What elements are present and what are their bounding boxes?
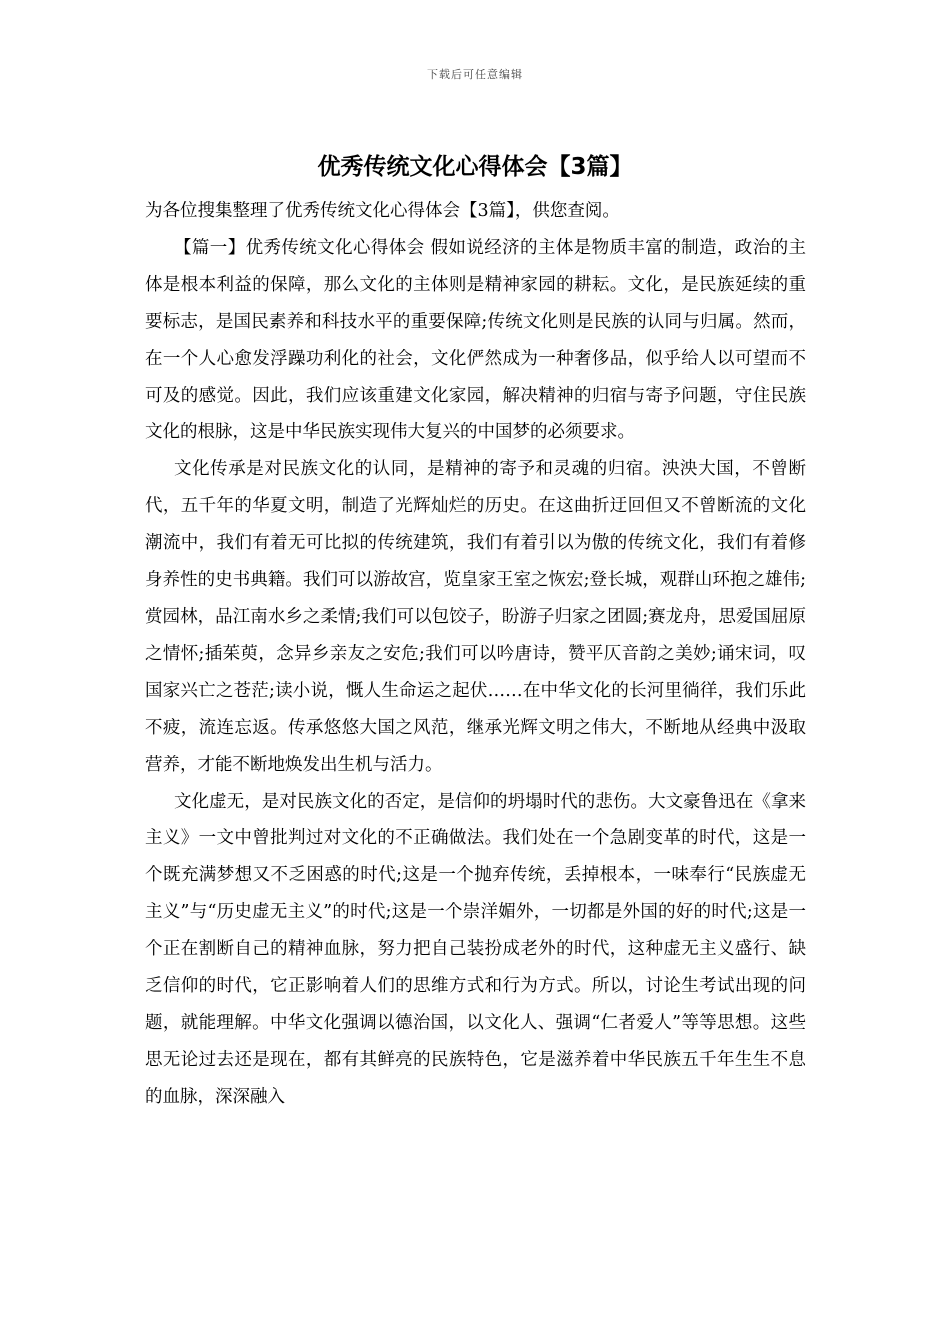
body-paragraph: 文化虚无，是对民族文化的否定，是信仰的坍塌时代的悲伤。大文豪鲁迅在《拿来主义》一文中曾批判过对文化的不正确做法。我们处在一个急剧变革的时代，这是一个既充满梦想又不乏困惑的时代;这是一个抛弃传统，丢掉根本，一味奉行“民族虚无主义”与“历史虚无主义”的时代;这是一个崇洋媚外，一切都是外国的好的时代;这是一个正在割断自己的精神血脉，努力把自己装扮成老外的时代，这种虚无主义盛行、缺乏信仰的时代，它正影响着人们的思维方式和行为方式。所以，讨论生考试出现的问题，就能理解。中华文化强调以德治国，以文化人、强调“仁者爱人”等等思想。这些思无论过去还是现在，都有其鲜亮的民族特色，它是滋养着中华民族五千年生生不息的血脉，深深融入	[145, 791, 806, 1107]
document-body	[145, 193, 806, 1116]
body-paragraph: 【篇一】优秀传统文化心得体会 假如说经济的主体是物质丰富的制造，政治的主体是根本利益的保障，那么文化的主体则是精神家园的耕耘。文化，是民族延续的重要标志，是国民素养和科技水平的重要保障;传统文化则是民族的认同与归属。然而，在一个人心愈发浮躁功利化的社会，文化俨然成为一种奢侈品，似乎给人以可望而不可及的感觉。因此，我们应该重建文化家园，解决精神的归宿与寄予问题，守住民族文化的根脉，这是中华民族实现伟大复兴的中国梦的必须要求。	[145, 237, 806, 443]
intro-paragraph: 为各位搜集整理了优秀传统文化心得体会【3篇】，供您查阅。	[145, 201, 620, 221]
body-paragraph: 文化传承是对民族文化的认同，是精神的寄予和灵魂的归宿。泱泱大国，不曾断代，五千年的华夏文明，制造了光辉灿烂的历史。在这曲折迂回但又不曾断流的文化潮流中，我们有着无可比拟的传统建筑，我们有着引以为傲的传统文化，我们有着修身养性的史书典籍。我们可以游故宫，览皇家王室之恢宏;登长城，观群山环抱之雄伟;赏园林，品江南水乡之柔情;我们可以包饺子，盼游子归家之团圆;赛龙舟，思爱国屈原之情怀;插茱萸，念异乡亲友之安危;我们可以吟唐诗，赞平仄音韵之美妙;诵宋词，叹国家兴亡之苍茫;读小说，慨人生命运之起伏……在中华文化的长河里徜徉，我们乐此不疲，流连忘返。传承悠悠大国之风范，继承光辉文明之伟大，不断地从经典中汲取营养，才能不断地焕发出生机与活力。	[145, 459, 806, 775]
document-title: 优秀传统文化心得体会【3篇】	[317, 154, 633, 180]
header-note: 下载后可任意编辑	[427, 68, 523, 81]
